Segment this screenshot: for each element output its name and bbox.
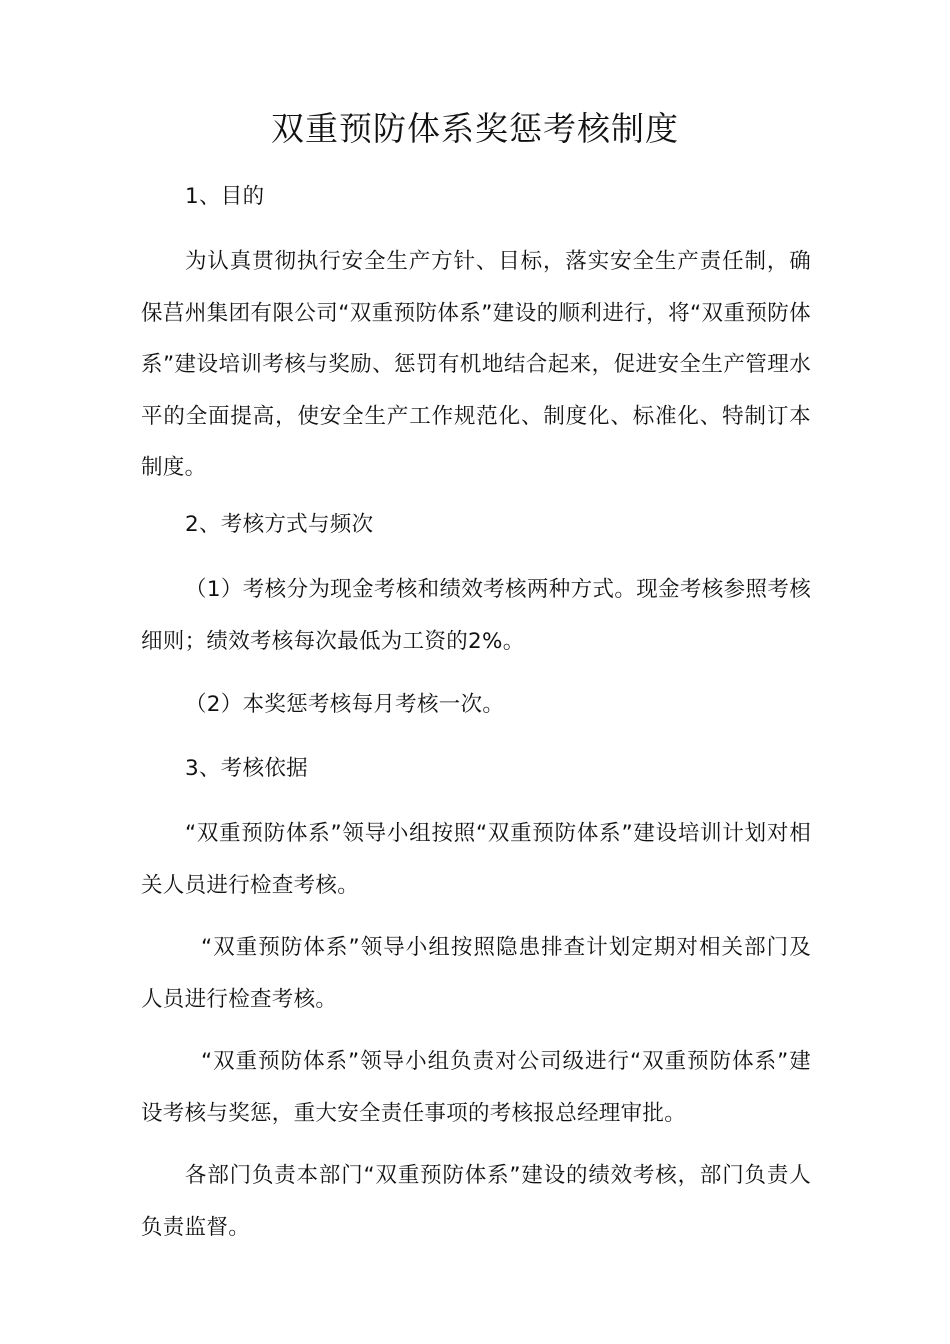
section-heading-purpose: 1、目的 (185, 184, 265, 209)
paragraph-basis-2: “双重预防体系”领导小组按照隐患排查计划定期对相关部门及人员进行检查考核。 (141, 935, 811, 1012)
paragraph-method-2: （2）本奖惩考核每月考核一次。 (185, 692, 505, 717)
section-heading-method: 2、考核方式与频次 (185, 512, 374, 537)
paragraph-method-1: （1）考核分为现金考核和绩效考核两种方式。现金考核参照考核细则；绩效考核每次最低为工资的2%。 (141, 577, 811, 654)
paragraph-basis-1: “双重预防体系”领导小组按照“双重预防体系”建设培训计划对相关人员进行检查考核。 (141, 821, 811, 898)
paragraph-basis-3: “双重预防体系”领导小组负责对公司级进行“双重预防体系”建设考核与奖惩，重大安全责任事项的考核报总经理审批。 (141, 1049, 811, 1126)
document-title: 双重预防体系奖惩考核制度 (271, 109, 679, 148)
section-heading-basis: 3、考核依据 (185, 756, 308, 781)
paragraph-purpose: 为认真贯彻执行安全生产方针、目标，落实安全生产责任制，确保莒州集团有限公司“双重预防体系”建设的顺利进行，将“双重预防体系”建设培训考核与奖励、惩罚有机地结合起来，促进安全生产管理水平的全面提高，使安全生产工作规范化、制度化、标准化、特制订本制度。 (141, 249, 811, 480)
paragraph-basis-4: 各部门负责本部门“双重预防体系”建设的绩效考核，部门负责人负责监督。 (141, 1163, 811, 1240)
